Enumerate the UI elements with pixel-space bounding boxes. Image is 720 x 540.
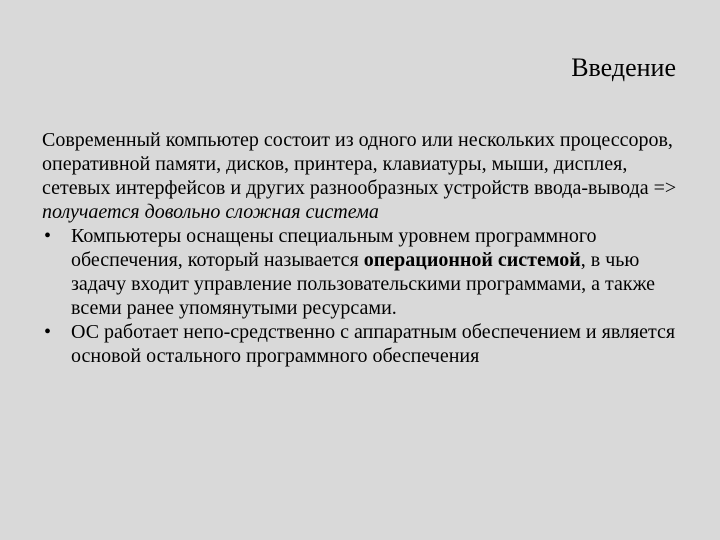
bullet-text-after: , в чью задачу входит управление пользовательскими программами, а также всеми ранее упомянутыми ресурсами. [71,249,656,319]
slide-body [42,128,692,368]
bullet-text [71,224,692,320]
intro-paragraph [42,128,692,224]
intro-text: Современный компьютер состоит из одного или нескольких процессоров, оперативной памяти, дисков, принтера, клавиатуры, мыши, дисплея, сетевых интерфейсов и других разнообразных устройств ввода-вывода => [42,129,677,199]
bullet-icon: • [44,321,52,343]
bullet-icon: • [44,225,52,247]
bullet-item-os-hardware [42,320,692,368]
bullet-text: ОС работает непо-средственно с аппаратным обеспечением и является основой остального программного обеспечения [71,321,676,367]
slide-title: Введение [571,53,676,82]
bullet-item-os-definition [42,224,692,320]
intro-emphasis: получается довольно сложная система [42,201,379,223]
bullet-text-before: Компьютеры оснащены специальным уровнем программного обеспечения, который называется [71,225,597,271]
bullet-text-bold: операционной системой [363,249,581,271]
